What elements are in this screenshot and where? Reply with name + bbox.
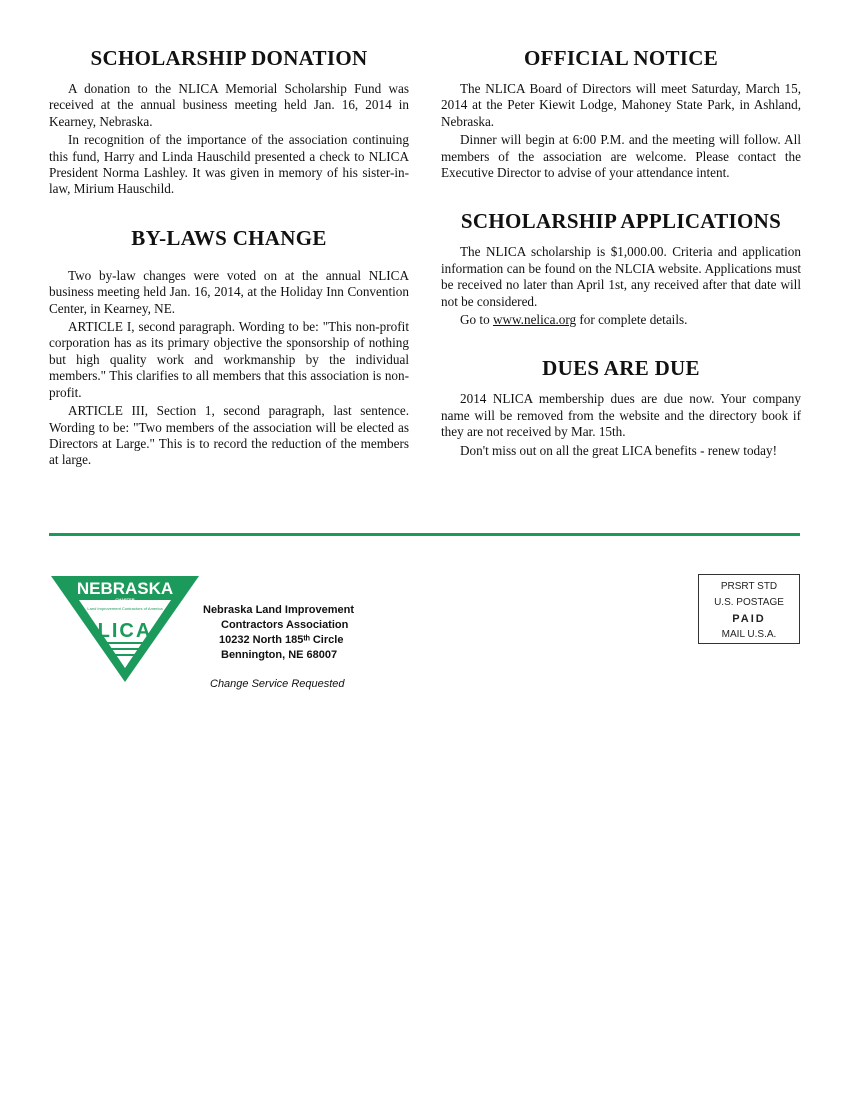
nebraska-lica-logo [49,574,201,684]
address-line: 10232 North 185ᵗʰ Circle [219,634,344,646]
bylaws-change-section [49,224,409,469]
scholarship-donation-title: SCHOLARSHIP DONATION [90,46,368,70]
scholarship-applications-section [441,207,801,328]
logo-nebraska-text: NEBRASKA [76,579,174,598]
dues-paragraph: 2014 NLICA membership dues are due now. Your company name will be removed from the website and the directory book if they are not received by Mar. 15th. [441,391,801,440]
postage-line: MAIL U.S.A. [721,629,777,640]
return-address [203,603,393,663]
postage-line: PRSRT STD [720,581,778,592]
address-line: Nebraska Land Improvement [203,604,354,616]
scholarship-applications-link-line [441,312,801,328]
right-column [441,44,801,481]
official-notice-title: OFFICIAL NOTICE [523,46,719,70]
bylaws-paragraph: ARTICLE III, Section 1, second paragraph, last sentence. Wording to be: "Two members of the association will be elected as Directors at Large." This is to record the reduction of the members at large. [49,403,409,468]
bylaws-change-title: BY-LAWS CHANGE [131,225,327,250]
bylaws-paragraph: Two by-law changes were voted on at the annual NLICA business meeting held Jan. 16, 2014, at the Holiday Inn Convention Center, in Kearney, NE. [49,267,409,316]
section-divider [49,533,800,536]
logo-lica-text: LICA [97,620,153,642]
scholarship-applications-title: SCHOLARSHIP APPLICATIONS [460,209,782,234]
official-notice-section [441,44,801,181]
left-column [49,44,409,491]
address-line: Contractors Association [221,619,349,631]
scholarship-applications-paragraph: The NLICA scholarship is $1,000.00. Criteria and application information can be found on the NLCIA website. Applications must be received no later than April 1st, any received after that date will not be considered. [441,244,801,309]
postage-indicia [698,574,800,644]
link-prefix: Go to [460,312,493,328]
official-notice-paragraph: The NLICA Board of Directors will meet Saturday, March 15, 2014 at the Peter Kiewit Lodge, Mahoney State Park, in Ashland, Nebraska. [441,81,801,129]
service-note: Change Service Requested [210,678,345,690]
logo-subtitle-text: Land Improvement Contractors of America [87,606,163,611]
website-link[interactable]: www.nelica.org [492,312,577,328]
bylaws-paragraph: ARTICLE I, second paragraph. Wording to be: "This non-profit corporation has as its primary objective the sponsorship of nothing but high quality work and workmanship by the individual members." This clarifies to all members that this association is non-profit. [49,319,409,400]
link-suffix: for complete details. [576,312,688,328]
logo-chapter-text: CHAPTER [115,597,135,602]
postage-paid: PAID [732,613,766,625]
dues-section [441,354,801,459]
address-line: Bennington, NE 68007 [221,649,338,661]
dues-title: DUES ARE DUE [542,356,700,381]
scholarship-donation-paragraph: A donation to the NLICA Memorial Scholarship Fund was received at the annual business meeting held Jan. 16, 2014 in Kearney, Nebraska. [49,81,409,129]
scholarship-donation-section [49,44,409,198]
dues-paragraph: Don't miss out on all the great LICA benefits - renew today! [460,442,777,458]
scholarship-donation-paragraph: In recognition of the importance of the association continuing this fund, Harry and Linda Hauschild presented a check to NLICA President Norma Lashley. It was given in memory of his sister-in-law, Mirium Hauschild. [49,132,409,197]
postage-line: U.S. POSTAGE [714,597,784,608]
official-notice-paragraph: Dinner will begin at 6:00 P.M. and the meeting will follow. All members of the association are welcome. Please contact the Executive Director to advise of your attendance intent. [441,132,801,181]
